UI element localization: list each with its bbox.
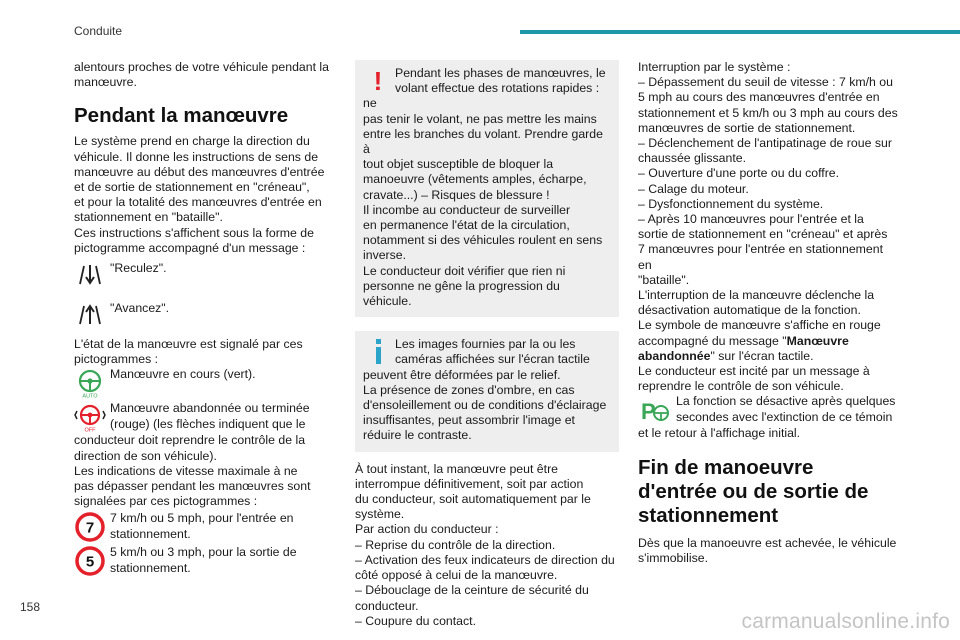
text-line: caméras affichées sur l'écran tactile — [395, 352, 590, 367]
off-state — [74, 401, 336, 433]
text-line: – Coupure du contact. — [355, 613, 476, 628]
svg-text:P: P — [641, 399, 656, 425]
speed-7-digit: 7 — [85, 519, 95, 537]
text-line: – Calage du moteur. — [638, 181, 749, 196]
text-line: La présence de zones d'ombre, en cas — [363, 382, 575, 397]
speed-7-line: 7 km/h ou 5 mph, pour l'entrée en — [110, 511, 294, 526]
text-line: Dès que la manoeuvre est achevée, le véhicule — [638, 535, 897, 550]
text-line: véhicule. Il donne les instructions de sens de — [74, 149, 319, 164]
auto-icon-text: AUTO — [82, 393, 98, 399]
text-line: Le symbole de manœuvre s'affiche en rouge — [638, 318, 881, 333]
text-line: volant effectue des rotations rapides : ne — [363, 81, 600, 111]
text-line: entre les branches du volant. Prendre garde à — [363, 126, 603, 157]
page-number: 158 — [20, 600, 41, 614]
speed-5-line: 5 km/h ou 3 mph, pour la sortie de — [110, 545, 297, 560]
text-line: Le conducteur doit vérifier que rien ni — [363, 263, 566, 278]
forward-instruction — [74, 299, 336, 331]
text-line — [638, 334, 900, 349]
speed-7-line: stationnement. — [110, 526, 191, 541]
speed-5-row — [74, 545, 336, 577]
text-line: insuffisantes, peut assombrir l'image et — [363, 413, 575, 428]
text-line: L'état de la manœuvre est signalé par ces — [74, 337, 303, 352]
text-line: s'immobilise. — [638, 550, 708, 565]
off-label-line: Manœuvre abandonnée ou terminée — [110, 401, 310, 416]
text-line: d'ensoleillement ou de conditions d'éclairage — [363, 398, 607, 413]
heading-line: d'entrée ou de sortie de — [638, 479, 869, 503]
text-line: direction de son véhicule). — [74, 448, 217, 463]
text-line: inverse. — [363, 248, 407, 263]
off-continuation — [74, 433, 336, 509]
bold-message: abandonnée — [638, 348, 711, 363]
speed-5-line: stationnement. — [110, 560, 191, 575]
text-line: notamment si des véhicules roulent en sens — [363, 233, 603, 248]
text-line: système. — [355, 507, 405, 522]
heading-line: Fin de manoeuvre — [638, 455, 814, 479]
paragraph-instructions — [74, 134, 336, 256]
reverse-instruction — [74, 259, 336, 291]
text-line: Ces instructions s'affichent sous la forme de — [74, 225, 314, 240]
section-heading-pendant: Pendant la manœuvre — [74, 104, 289, 128]
text-line: et de sortie de stationnement en "créneau", — [74, 180, 310, 195]
text-line: Par action du conducteur : — [355, 522, 499, 537]
text-line: manoeuvre (vêtements amples, écharpe, — [363, 172, 587, 187]
text-fragment: accompagné du message " — [638, 333, 787, 348]
text-line: alentours proches de votre véhicule pendant la — [74, 60, 329, 74]
header-title: Conduite — [74, 24, 123, 38]
text-line: – Dépassement du seuil de vitesse : 7 km/h ou — [638, 75, 893, 90]
state-intro — [74, 337, 336, 367]
text-line: Pendant les phases de manœuvres, le — [395, 66, 606, 80]
park-assist-lamp-icon — [638, 394, 672, 426]
text-line: conducteur doit reprendre le contrôle de la — [74, 433, 306, 448]
text-line: pas tenir le volant, ne pas mettre les mains — [363, 111, 597, 126]
lamp-continuation: et le retour à l'affichage initial. — [638, 426, 801, 441]
text-line: Le conducteur est incité par un message à — [638, 364, 870, 379]
bold-message: Manœuvre — [786, 333, 849, 348]
text-line: manœuvres de sortie de stationnement. — [638, 120, 856, 135]
watermark: carmanualsonline.info — [741, 610, 950, 633]
text-line: 5 mph au cours des manœuvres d'entrée en — [638, 90, 880, 105]
text-line: sortie de stationnement en "créneau" et après — [638, 227, 888, 242]
system-interruption-text — [638, 60, 900, 394]
text-line: pictogramme accompagné d'un message : — [74, 240, 306, 255]
text-line: pas dépasser pendant les manœuvres sont — [74, 479, 311, 494]
forward-label: "Avancez". — [110, 301, 170, 316]
text-line: du conducteur, soit automatiquement par le — [355, 492, 591, 507]
auto-label: Manœuvre en cours (vert). — [110, 367, 256, 382]
text-line: reprendre le contrôle de son véhicule. — [638, 379, 844, 394]
text-line: – Activation des feux indicateurs de direction du — [355, 552, 615, 567]
speed-7-row — [74, 511, 336, 543]
off-icon-text: OFF — [84, 427, 96, 433]
warning-mark: ! — [373, 66, 383, 96]
text-line: L'interruption de la manœuvre déclenche la — [638, 288, 875, 303]
text-line: et pour la totalité des manœuvres d'entrée en — [74, 195, 322, 210]
text-line: Les images fournies par la ou les — [395, 337, 576, 352]
text-line: stationnement et 5 km/h ou 3 mph au cours des — [638, 105, 898, 120]
warning-note — [355, 60, 619, 317]
text-line: – Reprise du contrôle de la direction. — [355, 537, 556, 552]
text-line: côté opposé à celui de la manœuvre. — [355, 568, 558, 583]
text-line: peuvent être déformées par le relief. — [363, 367, 561, 382]
text-line: tout objet susceptible de bloquer la — [363, 157, 554, 172]
text-line: interrompue définitivement, soit par action — [355, 476, 584, 491]
text-line: personne ne gêne la progression du véhicule. — [363, 278, 560, 309]
speed-limit-7-icon — [74, 511, 106, 543]
text-line: "bataille". — [638, 272, 690, 287]
text-line: 7 manœuvres pour l'entrée en stationnement en — [638, 242, 884, 272]
auto-state — [74, 367, 336, 399]
text-line: cravate...) – Risques de blessure ! — [363, 187, 550, 202]
speed-limit-5-icon — [74, 545, 106, 577]
text-line: manœuvre. — [74, 75, 137, 90]
steering-off-red-icon — [74, 401, 106, 433]
text-line: – Dysfonctionnement du système. — [638, 196, 824, 211]
text-line: Le système prend en charge la direction du — [74, 134, 310, 149]
text-line: manœuvre au début des manœuvres d'entrée — [74, 164, 325, 179]
forward-arrows-icon — [74, 299, 106, 331]
text-line: Il incombe au conducteur de surveiller — [363, 202, 571, 217]
info-note — [355, 331, 619, 451]
info-icon — [367, 339, 389, 367]
text-line: signalées par ces pictogrammes : — [74, 494, 258, 509]
final-text — [638, 536, 900, 566]
text-fragment: " sur l'écran tactile. — [710, 348, 814, 363]
steering-auto-green-icon — [74, 367, 106, 399]
interruption-text — [355, 462, 619, 629]
text-line: secondes avec l'extinction de ce témoin — [676, 409, 893, 424]
column-2 — [355, 60, 619, 629]
heading-line: stationnement — [638, 503, 779, 527]
text-line: – Ouverture d'une porte ou du coffre. — [638, 166, 840, 181]
reverse-arrows-icon — [74, 259, 106, 291]
lamp-row — [638, 394, 900, 426]
section-heading-fin — [638, 456, 900, 528]
text-line: pictogrammes : — [74, 352, 159, 367]
text-line: – Débouclage de la ceinture de sécurité du — [355, 583, 589, 598]
text-line: en permanence l'état de la circulation, — [363, 218, 570, 233]
text-line: – Après 10 manœuvres pour l'entrée et la — [638, 212, 864, 227]
text-line: La fonction se désactive après quelques — [676, 394, 896, 409]
warning-exclamation-icon — [367, 68, 389, 96]
off-label-line: (rouge) (les flèches indiquent que le — [110, 416, 306, 431]
header-accent-bar — [520, 30, 960, 34]
speed-5-digit: 5 — [85, 553, 95, 571]
reverse-label: "Reculez". — [110, 261, 167, 276]
text-line: conducteur. — [355, 598, 419, 613]
text-line: Les indications de vitesse maximale à ne — [74, 463, 298, 478]
text-line — [638, 349, 900, 364]
column-3 — [638, 60, 900, 566]
text-line: stationnement en "bataille". — [74, 210, 223, 225]
text-line: À tout instant, la manœuvre peut être — [355, 461, 559, 476]
column-1 — [74, 60, 336, 577]
text-line: chaussée glissante. — [638, 151, 747, 166]
text-line: Interruption par le système : — [638, 60, 791, 74]
text-line: désactivation automatique de la fonction. — [638, 303, 861, 318]
intro-text — [74, 60, 336, 90]
text-line: – Déclenchement de l'antipatinage de roue sur — [638, 136, 892, 151]
text-line: réduire le contraste. — [363, 428, 472, 443]
